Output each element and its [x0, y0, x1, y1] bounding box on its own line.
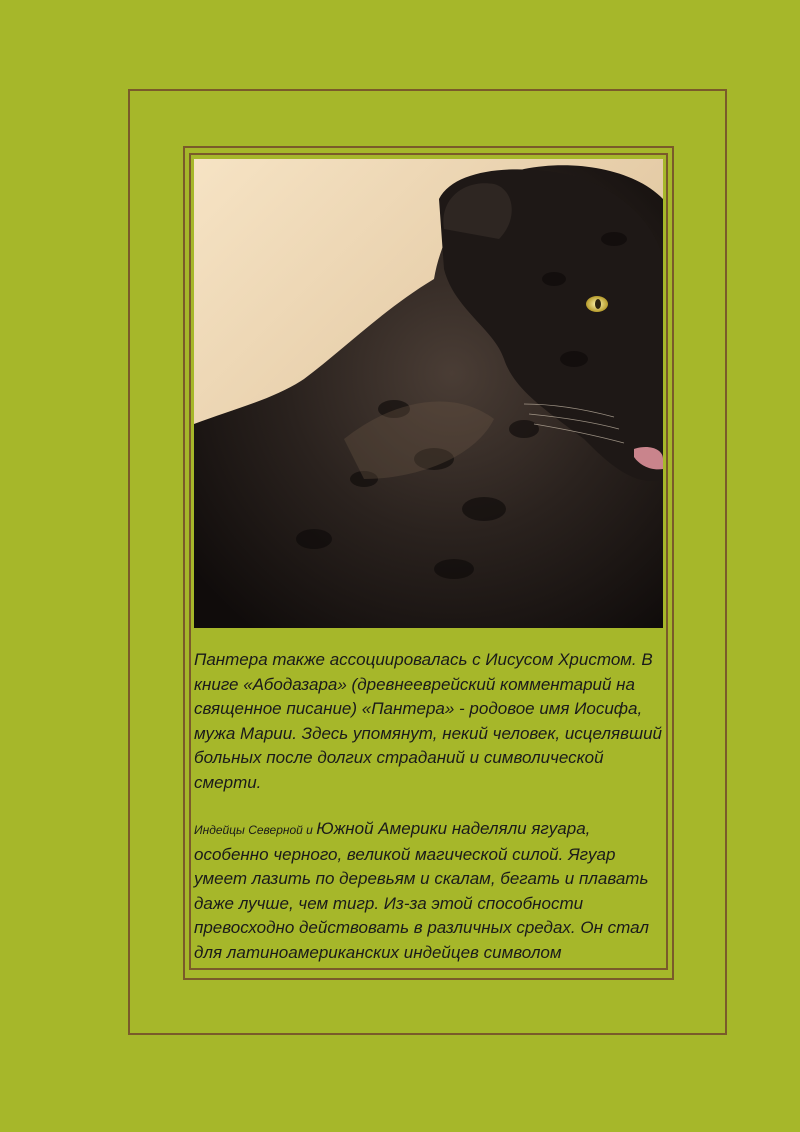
paragraph-2 — [194, 817, 664, 965]
paragraph-2-body: Южной Америки наделяли ягуара, особенно черного, великой магической силой. Ягуар умеет лазить по деревьям и скалам, бегать и плавать даже лучше, чем тигр. Из-за этой способности превосходно действовать в различных средах. Он стал для латиноамериканских индейцев символом — [194, 819, 649, 962]
black-panther-photo — [194, 159, 663, 628]
body-text — [194, 648, 664, 965]
paragraph-2-lead: Индейцы Северной и — [194, 823, 317, 837]
paragraph-1: Пантера также ассоциировалась с Иисусом Христом. В книге «Абодазара» (древнееврейский комментарий на священное писание) «Пантера» - родовое имя Иосифа, мужа Марии. Здесь упомянут, некий человек, исцелявший больных после долгих страданий и символической смерти. — [194, 650, 662, 792]
